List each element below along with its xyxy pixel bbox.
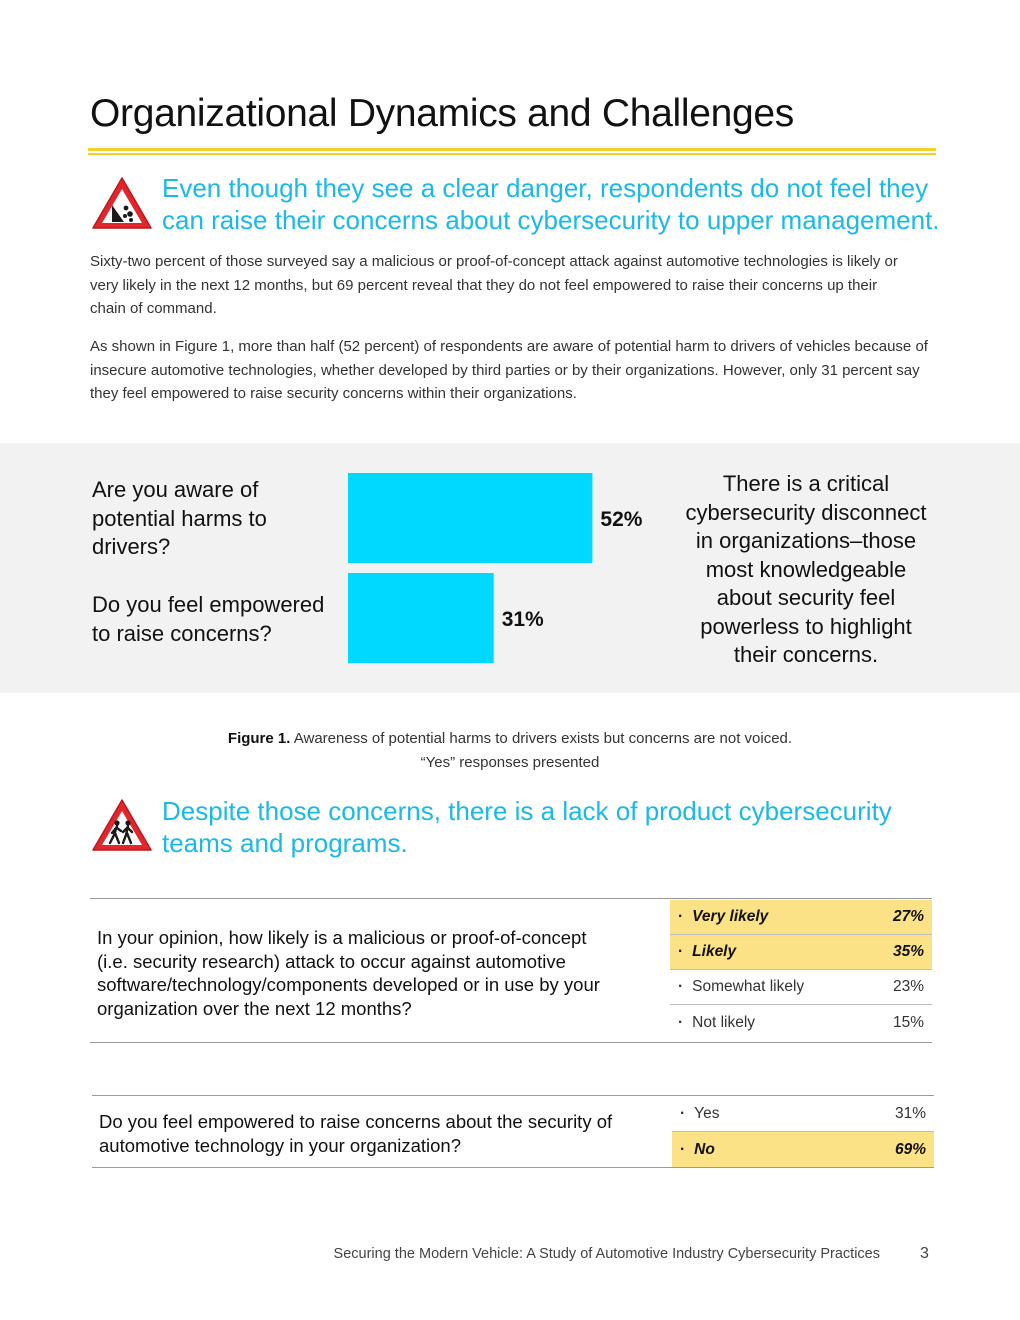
chart-bar — [348, 473, 592, 563]
survey-1-option-row — [670, 970, 932, 1005]
survey-2-option-row — [672, 1097, 934, 1132]
chart-question-1 — [92, 476, 267, 562]
page-number: 3 — [920, 1245, 929, 1262]
chart-question-2 — [92, 591, 324, 648]
chart-callout-note — [672, 470, 940, 670]
option-value: 31% — [894, 1105, 926, 1122]
survey-1-option-row — [670, 1005, 932, 1040]
callout-2-line-1: Despite those concerns, there is a lack of product cybersecurity — [162, 796, 892, 826]
figure-1-chart — [0, 443, 1020, 693]
chart-note-line: powerless to highlight — [700, 613, 912, 639]
survey-1-question-line: (i.e. security research) attack to occur against automotive — [97, 950, 566, 972]
survey-2-question — [99, 1110, 669, 1157]
figure-caption-label: Figure 1. — [227, 730, 291, 747]
bar-chart-svg — [340, 465, 670, 670]
survey-1-bottom-rule — [90, 1042, 932, 1043]
survey-2-question-line: Do you feel empowered to raise concerns about the security of — [99, 1111, 613, 1132]
survey-2-bottom-rule — [92, 1167, 934, 1168]
chart-question-1-line: potential harms to — [92, 505, 267, 531]
option-label: · Very likely — [678, 908, 768, 926]
chart-note-line: about security feel — [716, 585, 896, 610]
chart-note-line: most knowledgeable — [705, 556, 907, 582]
survey-1-question-line: In your opinion, how likely is a malicious or proof-of-concept — [97, 927, 587, 948]
callout-1-line-2: can raise their concerns about cybersecurity to upper management. — [162, 205, 940, 235]
option-label: · No — [680, 1141, 715, 1159]
survey-1-option-row — [670, 935, 932, 970]
page-title: Organizational Dynamics and Challenges — [90, 92, 794, 135]
paragraph-1: Sixty-two percent of those surveyed say a malicious or proof-of-concept attack against automotive technologies is likely or very likely in the next 12 months, but 69 percent reveal that they do not feel empowered to raise their concerns up their chain of command. — [90, 253, 898, 317]
option-value: 27% — [892, 908, 924, 925]
chart-bar-value-label: 31% — [501, 608, 544, 631]
chart-bar-value-label: 52% — [600, 508, 643, 531]
option-label: · Somewhat likely — [678, 978, 804, 996]
survey-1-options — [670, 900, 932, 1040]
chart-note-line: their concerns. — [733, 642, 879, 667]
chart-note-line: cybersecurity disconnect — [685, 499, 927, 525]
chart-question-1-line: Are you aware of — [92, 477, 259, 502]
chart-bar — [348, 573, 494, 663]
pedestrians-warning-icon — [90, 797, 154, 853]
survey-2-option-row — [672, 1132, 934, 1167]
figure-1-caption — [140, 727, 880, 774]
callout-1-line-1: Even though they see a clear danger, respondents do not feel they — [162, 173, 929, 203]
title-underline-secondary — [88, 153, 936, 155]
title-underline — [88, 148, 936, 151]
option-value: 23% — [892, 978, 924, 995]
survey-1-option-row — [670, 900, 932, 935]
chart-note-line: There is a critical — [722, 471, 890, 496]
survey-2-top-rule — [92, 1095, 934, 1096]
figure-caption-line-2: “Yes” responses presented — [420, 753, 600, 771]
option-value: 69% — [894, 1140, 926, 1158]
survey-1-top-rule — [90, 898, 932, 899]
option-value: 15% — [892, 1013, 924, 1031]
option-label: · Yes — [680, 1105, 719, 1123]
chart-note-line: in organizations–those — [695, 528, 917, 553]
paragraph-2: As shown in Figure 1, more than half (52 percent) of respondents are aware of potential harm to drivers of vehicles because of insecure automotive technologies, whether developed by third parties or by their organizations. However, only 31 percent say they feel empowered to raise security concerns within their organizations. — [90, 338, 928, 402]
survey-1-question-line: organization over the next 12 months? — [97, 997, 412, 1019]
chart-question-1-line: drivers? — [92, 534, 171, 559]
callout-2-line-2: teams and programs. — [162, 828, 408, 858]
chart-question-2-line: Do you feel empowered — [92, 592, 325, 617]
callout-heading-2 — [162, 795, 892, 859]
survey-1-question — [97, 926, 662, 1020]
survey-2-question-line: automotive technology in your organization? — [99, 1134, 462, 1156]
option-label: · Likely — [678, 943, 736, 961]
chart-question-2-line: to raise concerns? — [92, 620, 272, 646]
survey-2-options — [672, 1097, 934, 1167]
survey-1-question-line: software/technology/components developed or in use by your — [97, 974, 600, 995]
figure-caption-text: Awareness of potential harms to drivers exists but concerns are not voiced. — [293, 730, 793, 747]
footer-report-title: Securing the Modern Vehicle: A Study of Automotive Industry Cybersecurity Practices — [333, 1246, 880, 1262]
callout-heading-1 — [162, 172, 940, 236]
option-value: 35% — [892, 943, 924, 960]
falling-rocks-warning-icon — [90, 175, 154, 231]
option-label: · Not likely — [678, 1014, 755, 1032]
